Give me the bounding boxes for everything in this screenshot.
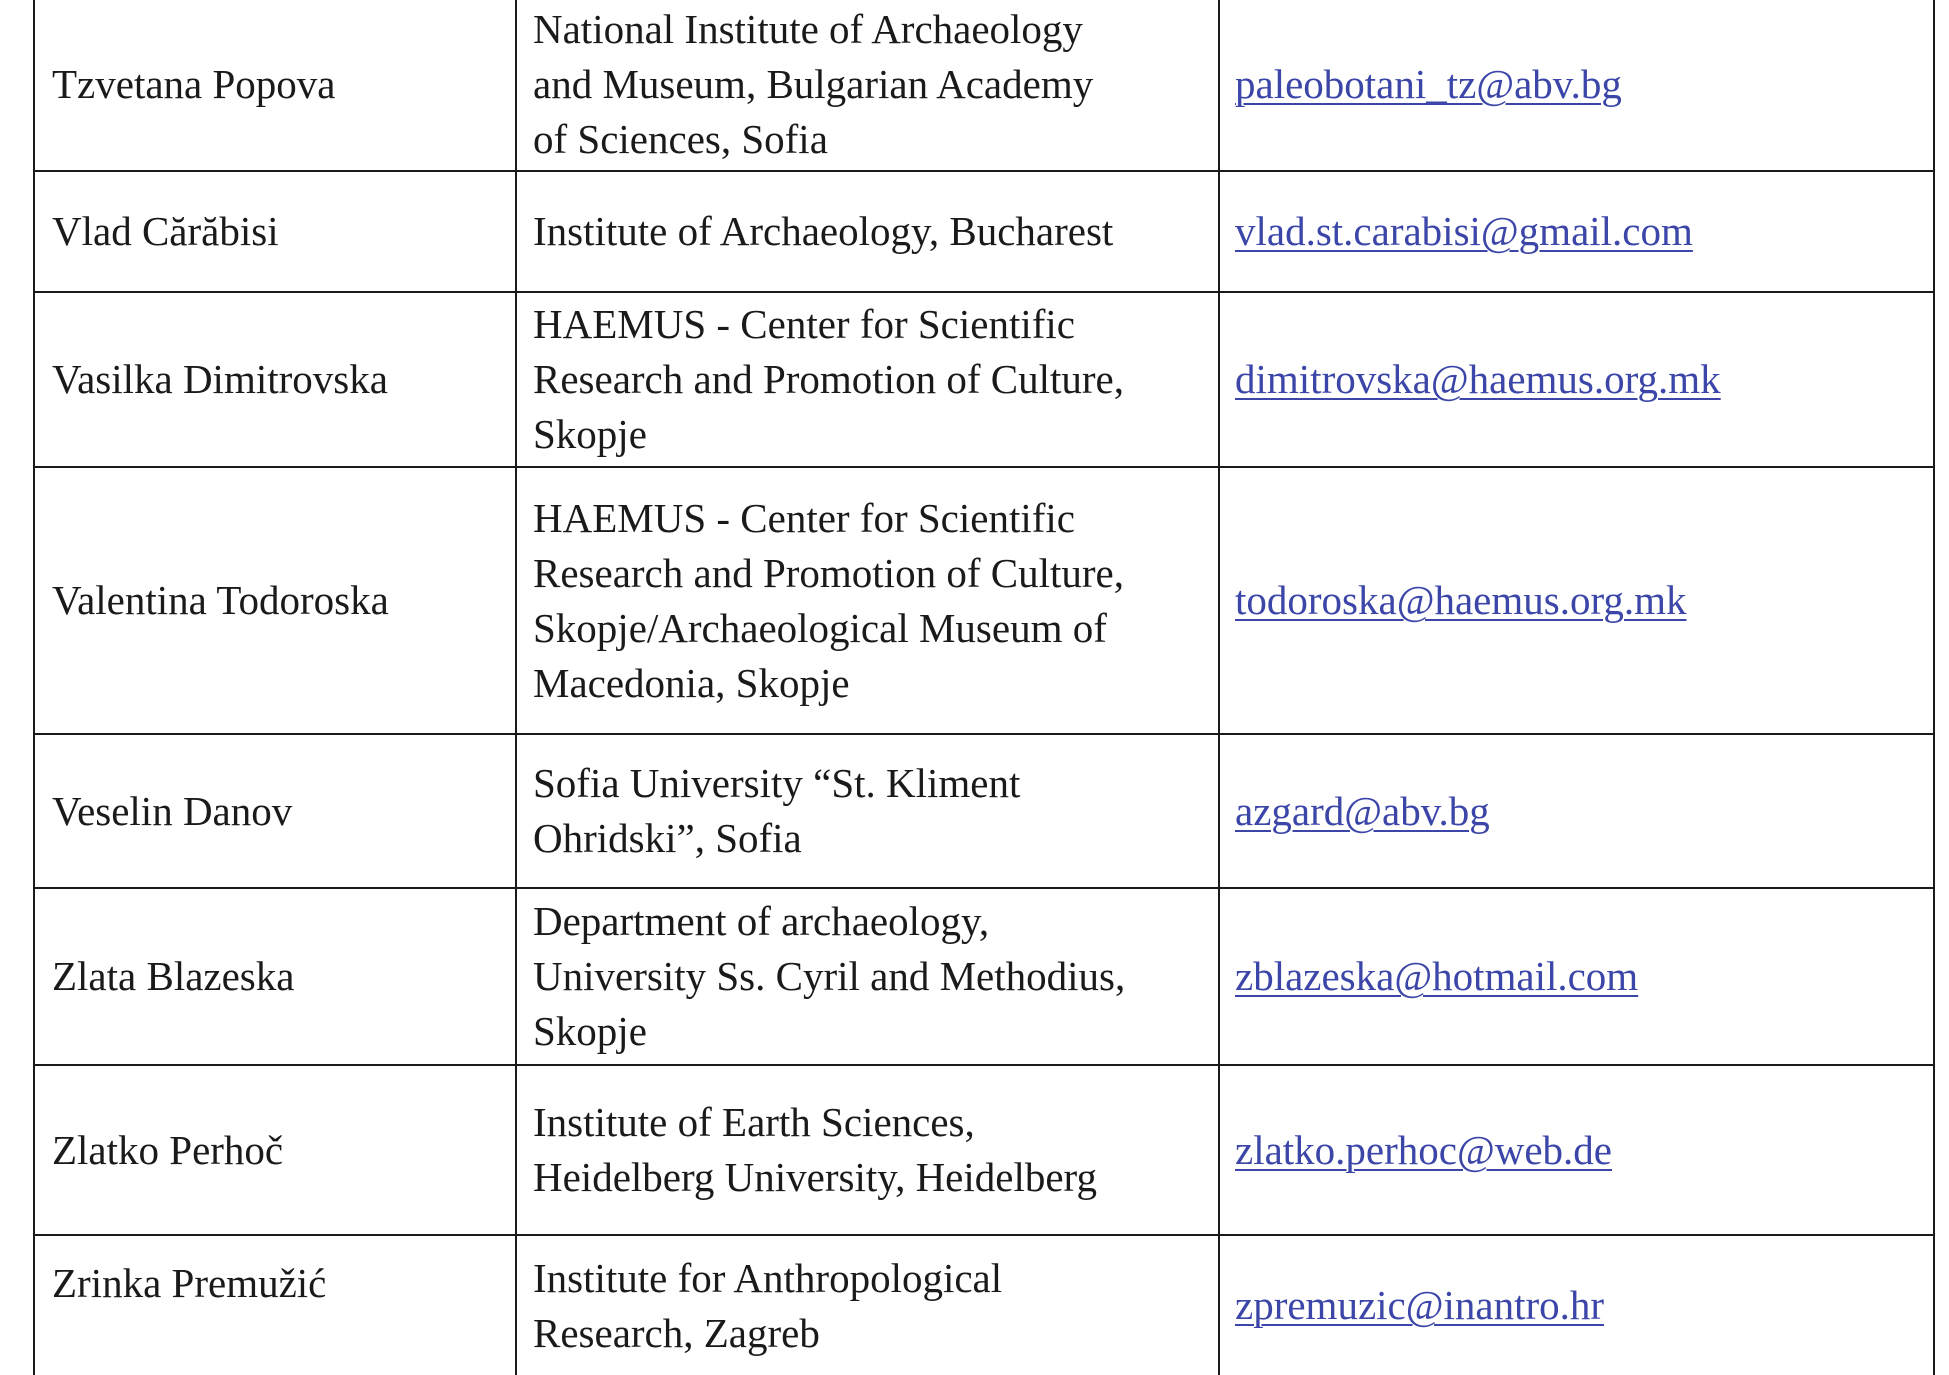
name-cell: Veselin Danov [34,734,516,888]
institution-cell [516,734,1219,888]
institution-line: Research and Promotion of Culture, [533,356,1124,402]
email-cell [1219,467,1934,734]
institution-line: Macedonia, Skopje [533,659,850,706]
email-cell [1219,734,1934,888]
email-cell [1219,1235,1934,1375]
institution-cell [516,292,1219,467]
institution-line: Skopje [533,1008,647,1054]
name-cell: Valentina Todoroska [34,467,516,734]
name-cell: Vlad Cărăbisi [34,171,516,292]
institution-line: and Museum, Bulgarian Academy [533,60,1094,107]
institution-line: Sofia University “St. Kliment [533,760,1021,806]
email-link[interactable]: todoroska@haemus.org.mk [1235,577,1687,623]
name-cell: Zlatko Perhoč [34,1065,516,1235]
institution-line: Research and Promotion of Culture, [533,549,1124,596]
name-cell: Vasilka Dimitrovska [34,292,516,467]
email-cell [1219,0,1934,171]
institution-line: of Sciences, Sofia [533,115,828,162]
table-row [34,292,1934,467]
table-row [34,1065,1934,1235]
email-cell [1219,1065,1934,1235]
email-cell [1219,171,1934,292]
institution-cell [516,467,1219,734]
institution-line: National Institute of Archaeology [533,5,1083,52]
institution-cell [516,1065,1219,1235]
contacts-table [33,0,1935,1375]
table-row [34,467,1934,734]
name-cell: Zlata Blazeska [34,888,516,1065]
name-cell: Zrinka Premužić [34,1235,516,1375]
institution-line: Institute for Anthropological [533,1254,1003,1301]
email-cell [1219,888,1934,1065]
email-link[interactable]: vlad.st.carabisi@gmail.com [1235,208,1693,254]
email-link[interactable]: zblazeska@hotmail.com [1235,953,1639,999]
table-row [34,888,1934,1065]
institution-line: Ohridski”, Sofia [533,815,802,861]
institution-cell [516,171,1219,292]
email-link[interactable]: zpremuzic@inantro.hr [1235,1282,1605,1328]
email-link[interactable]: dimitrovska@haemus.org.mk [1235,356,1721,402]
institution-cell [516,1235,1219,1375]
table-row [34,0,1934,171]
institution-line: University Ss. Cyril and Methodius, [533,953,1126,999]
institution-line: Skopje [533,411,647,457]
institution-line: HAEMUS - Center for Scientific [533,494,1075,541]
institution-line: Institute of Earth Sciences, [533,1099,975,1145]
email-link[interactable]: azgard@abv.bg [1235,787,1490,834]
email-link[interactable]: paleobotani_tz@abv.bg [1235,60,1622,107]
institution-line: Heidelberg University, Heidelberg [533,1154,1097,1200]
table-row [34,1235,1934,1375]
institution-line: Research, Zagreb [533,1309,820,1356]
institution-line: HAEMUS - Center for Scientific [533,301,1075,347]
table-row [34,734,1934,888]
institution-line: Department of archaeology, [533,898,990,944]
institution-line: Skopje/Archaeological Museum of [533,604,1107,651]
table-row [34,171,1934,292]
institution-line: Institute of Archaeology, Bucharest [533,208,1114,254]
email-cell [1219,292,1934,467]
institution-cell [516,0,1219,171]
institution-cell [516,888,1219,1065]
email-link[interactable]: zlatko.perhoc@web.de [1235,1126,1612,1173]
name-cell: Tzvetana Popova [34,0,516,171]
